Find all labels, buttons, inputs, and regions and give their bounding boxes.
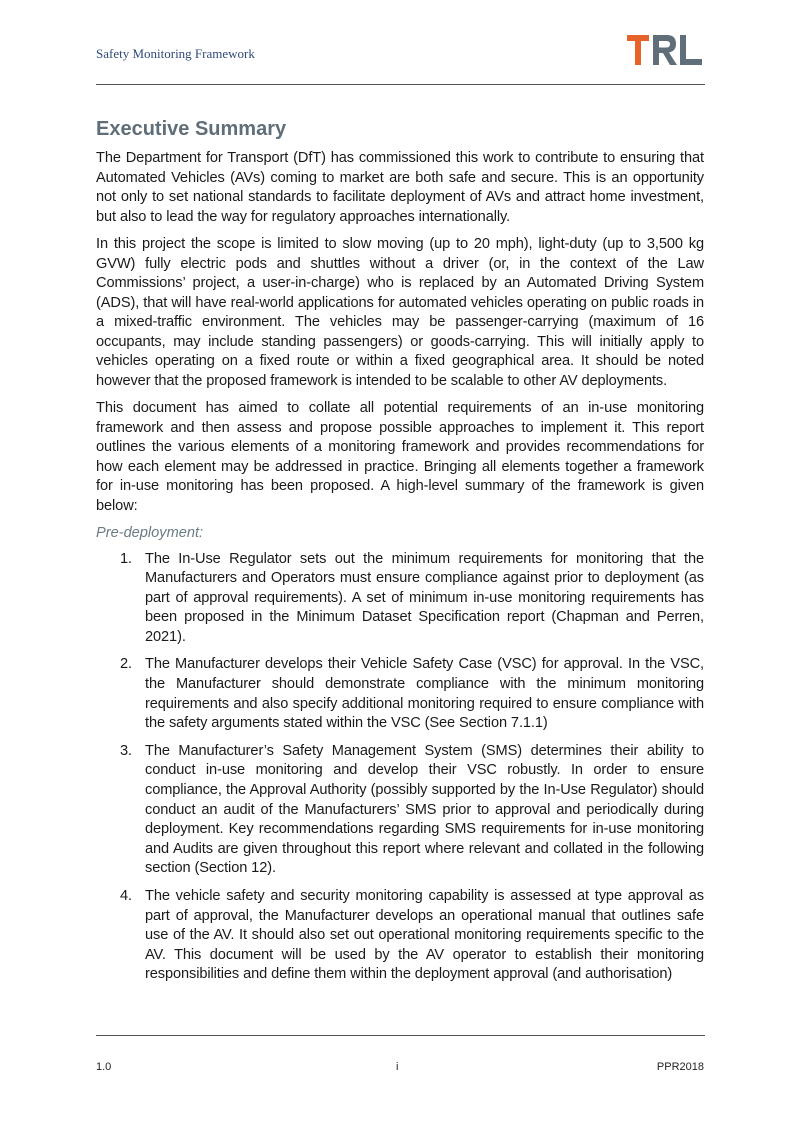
list-item-text: The Manufacturer’s Safety Management System (SMS) determines their ability to conduct in-use monitoring and develop their VSC robustly. In order to ensure compliance, the Approval Authority (possibly supported by the In-Use Regulator) should conduct an audit of the Manufacturers’ SMS prior to approval and periodically during deployment. Key recommendations regarding SMS requirements for in-use monitoring and Audits are given throughout this report where relevant and collated in the following section (Section 12). — [145, 742, 704, 877]
footer-page-number: i — [396, 1061, 399, 1073]
paragraph: In this project the scope is limited to slow moving (up to 20 mph), light-duty (up to 3,500 kg GVW) fully electric pods and shuttles without a driver (or, in the context of the Law Commissions’ project, a user-in-charge) who is replaced by an Automated Driving System (ADS), that will have real-world applications for automated vehicles operating on public roads in a mixed-traffic environment. The vehicles may be passenger-carrying (maximum of 16 occupants, may include standing passengers) or goods-carrying. This will initially apply to vehicles operating on a fixed route or within a fixed geographical area. It should be noted however that the proposed framework is intended to be scalable to other AV deployments. — [96, 236, 704, 389]
list-item-text: The In-Use Regulator sets out the minimum requirements for monitoring that the Manufacturers and Operators must ensure compliance against prior to deployment (as part of approval requirements). A set of minimum in-use monitoring requirements has been proposed in the Minimum Dataset Specification report (Chapman and Perren, 2021). — [145, 550, 704, 645]
footer-divider — [96, 1035, 705, 1036]
list-item-text: The vehicle safety and security monitoring capability is assessed at type approval as part of approval, the Manufacturer develops an operational manual that outlines safe use of the AV. It should also set out operational monitoring requirements specific to the AV. This document will be used by the AV operator to establish their monitoring responsibilities and define them within the deployment approval (and authorisation) — [145, 888, 704, 983]
list-item-number: 1. — [120, 550, 132, 567]
running-header-title: Safety Monitoring Framework — [96, 46, 255, 61]
list-item-number: 4. — [120, 888, 132, 904]
list-item-number: 2. — [120, 656, 132, 673]
list-item — [96, 887, 704, 985]
paragraph: This document has aimed to collate all potential requirements of an in-use monitoring framework and then assess and propose possible approaches to implement it. This report outlines the various elements of a monitoring framework and provides recommendations for how each element may be addressed in practice. Bringing all elements together a framework for in-use monitoring has been proposed. A high-level summary of the framework is given below: — [96, 400, 704, 514]
subheading-pre-deployment: Pre-deployment: — [96, 525, 204, 541]
trl-logo — [627, 35, 703, 65]
footer-reference: PPR2018 — [656, 1061, 704, 1073]
list-item — [96, 742, 704, 879]
list-item — [96, 550, 704, 648]
footer-version: 1.0 — [96, 1061, 112, 1073]
list-item-text: The Manufacturer develops their Vehicle Safety Case (VSC) for approval. In the VSC, the Manufacturer should demonstrate compliance with the minimum monitoring requirements and also specify additional monitoring required to ensure compliance with the safety arguments stated within the VSC (See Section 7.1.1) — [145, 656, 704, 732]
list-item-number: 3. — [120, 742, 132, 759]
page-body — [96, 118, 704, 993]
pre-deployment-steps — [96, 550, 704, 985]
section-heading: Executive Summary — [96, 118, 287, 140]
paragraph: The Department for Transport (DfT) has commissioned this work to contribute to ensuring that Automated Vehicles (AVs) coming to market are both safe and secure. This is an opportunity not only to set national standards to facilitate deployment of AVs and attract home investment, but also to lead the way for regulatory approaches internationally. — [96, 150, 704, 225]
header-divider — [96, 84, 705, 85]
list-item — [96, 655, 704, 733]
